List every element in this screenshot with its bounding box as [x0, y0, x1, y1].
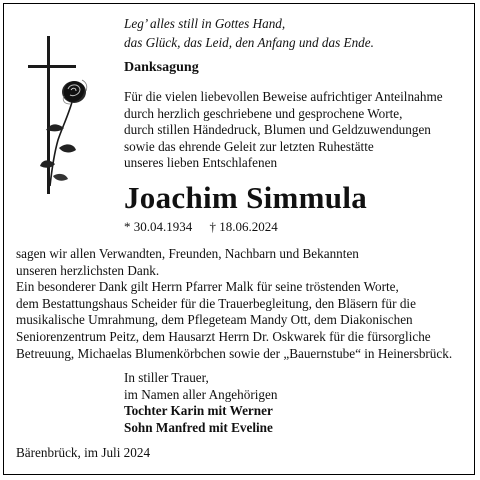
death-date: † 18.06.2024: [209, 219, 278, 234]
life-dates: [124, 219, 292, 235]
body-line: sagen wir allen Verwandten, Freunden, Nachbarn und Bekannten: [16, 246, 359, 261]
cross-with-rose-illustration: [28, 36, 98, 196]
body-line: Ein besonderer Dank gilt Herrn Pfarrer Malk für seine tröstenden Worte,: [16, 279, 399, 295]
signatory: Tochter Karin mit Werner: [124, 403, 273, 419]
closing-line: In stiller Trauer,: [124, 370, 209, 385]
motto-line: Leg’ alles still in Gottes Hand,: [124, 16, 286, 31]
thanks-paragraph: [16, 246, 452, 362]
signatory: Sohn Manfred mit Eveline: [124, 419, 273, 435]
intro-line: durch herzlich geschriebene und gesprochene Worte,: [124, 105, 403, 121]
closing-block: [124, 370, 277, 436]
page-heading: Danksagung: [124, 60, 199, 75]
place-date: Bärenbrück, im Juli 2024: [16, 445, 151, 460]
deceased-name: Joachim Simmula: [124, 180, 368, 215]
motto-verse: [124, 14, 374, 52]
intro-line: durch stillen Händedruck, Blumen und Geldzuwendungen: [124, 122, 431, 138]
body-line: unseren herzlichsten Dank.: [16, 262, 160, 278]
intro-line: Für die vielen liebevollen Beweise aufrichtiger Anteilnahme: [124, 89, 443, 104]
closing-line: im Namen aller Angehörigen: [124, 386, 278, 402]
cross-icon: [28, 36, 98, 196]
body-line: musikalische Umrahmung, dem Pflegeteam Mandy Ott, dem Diakonischen: [16, 312, 413, 328]
body-line: Betreuung, Michaelas Blumenkörbchen sowie der „Bauernstube“ in Heinersbrück.: [16, 345, 453, 361]
intro-paragraph: [124, 89, 443, 172]
body-line: dem Bestattungshaus Scheider für die Trauerbegleitung, den Bläsern für die: [16, 295, 416, 311]
body-line: Seniorenzentrum Peitz, dem Hausarzt Herrn Dr. Oskwarek für die fürsorgliche: [16, 328, 431, 344]
rose-icon: [62, 80, 87, 104]
intro-line: sowie das ehrende Geleit zur letzten Ruhestätte: [124, 138, 374, 154]
motto-line: das Glück, das Leid, den Anfang und das Ende.: [124, 35, 374, 50]
birth-date: * 30.04.1934: [124, 219, 193, 234]
intro-line: unseres lieben Entschlafenen: [124, 155, 278, 171]
